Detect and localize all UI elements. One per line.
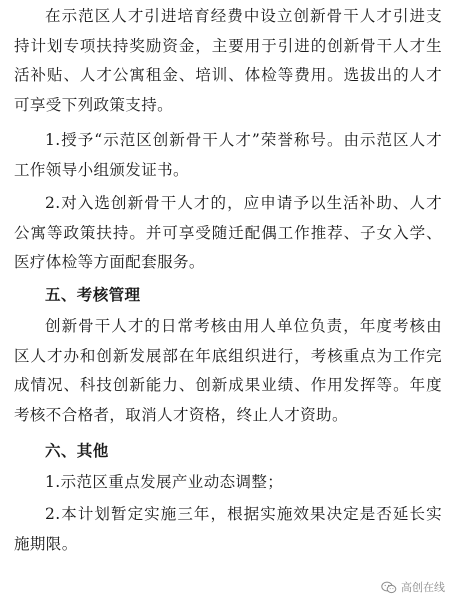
assessment-paragraph: 创新骨干人才的日常考核由用人单位负责，年度考核由区人才办和创新发展部在年底组织进行，考核重点为工作完成情况、科技创新能力、创新成果业绩、作用发挥等。年度考核不合格者，取消人才资格，终止人才资助。 <box>14 317 442 424</box>
other-item-1: 1.示范区重点发展产业动态调整； <box>45 473 284 491</box>
other-item-2: 2.本计划暂定实施三年，根据实施效果决定是否延长实施期限。 <box>14 505 442 553</box>
wechat-icon <box>381 581 397 594</box>
section-heading-assessment: 五、考核管理 <box>45 286 141 304</box>
watermark <box>381 579 445 595</box>
watermark-text: 高创在线 <box>401 581 445 594</box>
intro-paragraph: 在示范区人才引进培育经费中设立创新骨干人才引进支持计划专项扶持奖励资金，主要用于引进的创新骨干人才生活补贴、人才公寓租金、培训、体检等费用。选拔出的人才可享受下列政策支持。 <box>14 7 442 114</box>
section-heading-other: 六、其他 <box>45 442 109 460</box>
policy-item-2: 2.对入选创新骨干人才的，应申请予以生活补助、人才公寓等政策扶持。并可享受随迁配偶工作推荐、子女入学、医疗体检等方面配套服务。 <box>14 194 442 271</box>
policy-item-1: 1.授予“示范区创新骨干人才”荣誉称号。由示范区人才工作领导小组颁发证书。 <box>14 131 442 179</box>
